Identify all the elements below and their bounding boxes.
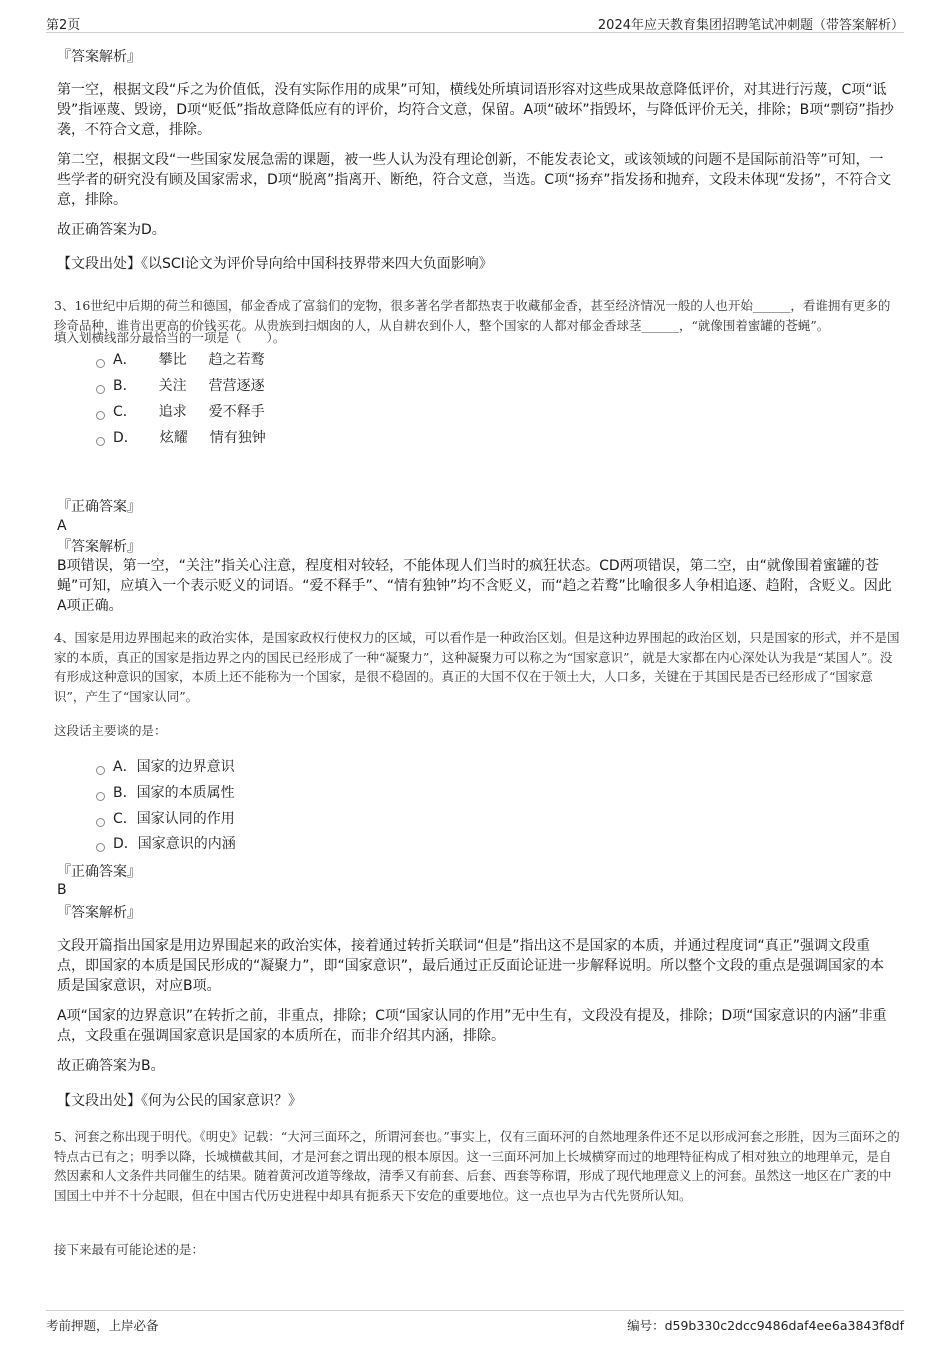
q5-prompt: 接下来最有可能论述的是： — [54, 1242, 205, 1257]
page-number: 第2页 — [46, 18, 81, 33]
q4-source: 【文段出处】《何为公民的国家意识？》 — [57, 1093, 302, 1109]
q2-analysis-paragraph-2: 第二空，根据文段“一些国家发展急需的课题，被一些人认为没有理论创新，不能发表论文，或该领域的问题不是国际前沿等”可知，一些学者的研究没有顾及国家需求，D项“脱离”指离开、断绝，符合文意，当选。C项“扬弃”指发扬和抛弃，文段未体现“发扬”，不符合文意，排除。 — [57, 152, 892, 208]
q4-option-b[interactable]: B．国家的本质属性 — [96, 783, 235, 803]
radio-icon[interactable] — [96, 792, 105, 801]
q3-option-c[interactable]: C． 追求 爱不释手 — [96, 402, 265, 422]
q4-answer-label: 『正确答案』 — [57, 864, 141, 880]
q5-stem: 5、河套之称出现于明代。《明史》记载：“大河三面环之，所谓河套也。”事实上，仅有三面环河的自然地理条件还不足以形成河套之形胜，因为三面环之的特点古已有之；明季以降，长城横截其间，才是河套之谓出现的根本原因。这一三面环河加上长城横穿而过的地理特征构成了相对独立的地理单元，是自然因素和人文条件共同催生的结果。随着黄河改道等缘故，清季又有前套、后套、西套等称谓，形成了现代地理意义上的河套。虽然这一地区在广袤的中国国土中并不十分起眼，但在中国古代历史进程中却具有扼系天下安危的重要地位。这一点也早为古代先贤所认知。 — [54, 1129, 900, 1203]
q4-analysis-label: 『答案解析』 — [57, 905, 141, 921]
radio-icon[interactable] — [96, 385, 105, 394]
q2-analysis-label: 『答案解析』 — [57, 49, 141, 65]
q2-source: 【文段出处】《以SCI论文为评价导向给中国科技界带来四大负面影响》 — [57, 256, 493, 272]
q4-option-a[interactable]: A．国家的边界意识 — [96, 757, 235, 777]
q4-option-c[interactable]: C．国家认同的作用 — [96, 809, 235, 829]
footer-slogan: 考前押题，上岸必备 — [46, 1318, 159, 1333]
page-header — [46, 14, 904, 33]
q4-analysis-paragraph-1: 文段开篇指出国家是用边界围起来的政治实体，接着通过转折关联词“但是”指出这不是国家的本质，并通过程度词“真正”强调文段重点，即国家的本质是国民形成的“凝聚力”，即“国家意识”，最后通过正反面论证进一步解释说明。所以整个文段的重点是强调国家的本质是国家意识，对应B项。 — [57, 938, 885, 994]
q4-answer: B — [57, 882, 67, 898]
q3-answer: A — [57, 518, 67, 534]
page-footer — [46, 1310, 904, 1333]
q3-stem: 3、16世纪中后期的荷兰和德国，郁金香成了富翁们的宠物，很多著名学者都热衷于收藏郁金香，甚至经济情况一般的人也开始______，看谁拥有更多的珍奇品种，谁肯出更高的价钱买花。从贵族到扫烟囱的人，从自耕农到仆人，整个国家的人都对郁金香球茎______，“就像围着蜜罐的苍蝇”。 — [54, 298, 891, 333]
q3-option-b[interactable]: B． 关注 营营逐逐 — [96, 376, 265, 396]
q2-analysis-paragraph-1: 第一空，根据文段“斥之为价值低，没有实际作用的成果”可知，横线处所填词语形容对这些成果故意降低评价，对其进行污蔑，C项“诋毁”指诬蔑、毁谤，D项“贬低”指故意降低应有的评价，均符合文意，保留。A项“破坏”指毁坏，与降低评价无关，排除；B项“剽窃”指抄袭，不符合文意，排除。 — [57, 82, 894, 138]
q4-option-d[interactable]: D．国家意识的内涵 — [96, 834, 236, 854]
q3-prompt: 填入划横线部分最恰当的一项是（ ）。 — [54, 330, 286, 345]
q4-prompt: 这段话主要谈的是： — [54, 723, 167, 738]
q3-analysis: B项错误，第一空，“关注”指关心注意，程度相对较轻，不能体现人们当时的疯狂状态。CD两项错误，第二空，由“就像围着蜜罐的苍蝇”可知，应填入一个表示贬义的词语。“爱不释手”、“情有独钟”均不含贬义，而“趋之若鹜”比喻很多人争相追逐、趋附，含贬义。因此A项正确。 — [57, 558, 892, 614]
q3-option-a[interactable]: A． 攀比 趋之若鹜 — [96, 350, 265, 370]
q2-conclusion: 故正确答案为D。 — [57, 222, 166, 238]
q4-analysis-paragraph-2: A项“国家的边界意识”在转折之前，非重点，排除；C项“国家认同的作用”无中生有，文段没有提及，排除；D项“国家意识的内涵”非重点，文段重在强调国家意识是国家的本质所在，而非介绍其内涵，排除。 — [57, 1008, 887, 1044]
q3-analysis-label: 『答案解析』 — [57, 539, 141, 555]
radio-icon[interactable] — [96, 359, 105, 368]
q4-stem: 4、国家是用边界围起来的政治实体，是国家政权行使权力的区域，可以看作是一种政治区划。但是这种边界围起的政治区划，只是国家的形式，并不是国家的本质，真正的国家是指边界之内的国民已经形成了一种“凝聚力”，这种凝聚力可以称之为“国家意识”，就是大家都在内心深处认为我是“某国人”。没有形成这种意识的国家，本质上还不能称为一个国家，是很不稳固的。真正的大国不仅在于领土大，人口多，关键在于其国民是否已经形成了“国家意识”，产生了“国家认同”。 — [54, 630, 900, 704]
q4-conclusion: 故正确答案为B。 — [57, 1058, 165, 1074]
radio-icon[interactable] — [96, 843, 105, 852]
radio-icon[interactable] — [96, 818, 105, 827]
q3-option-d[interactable]: D． 炫耀 情有独钟 — [96, 428, 266, 448]
document-code: 编号：d59b330c2dcc9486daf4ee6a3843f8df — [627, 1318, 904, 1333]
radio-icon[interactable] — [96, 411, 105, 420]
document-title: 2024年应天教育集团招聘笔试冲刺题（带答案解析） — [597, 18, 904, 33]
q3-answer-label: 『正确答案』 — [57, 499, 141, 515]
radio-icon[interactable] — [96, 437, 105, 446]
radio-icon[interactable] — [96, 766, 105, 775]
